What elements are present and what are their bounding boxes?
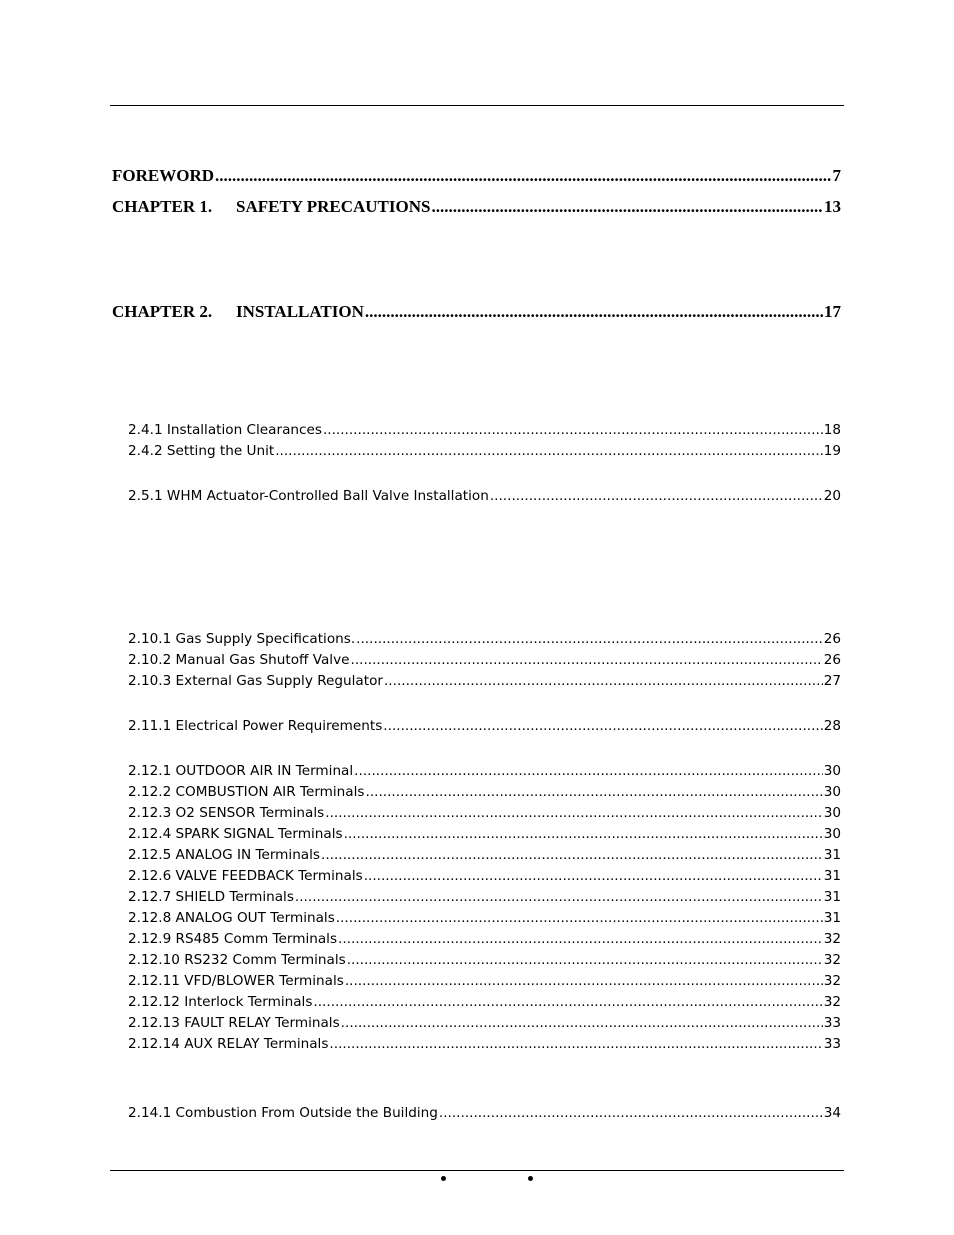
dot-leader (275, 441, 822, 461)
toc-page-number: 33 (823, 1036, 841, 1052)
toc-page-number: 31 (823, 910, 841, 926)
toc-entry-title: 2.12.9 RS485 Comm Terminals (128, 931, 338, 947)
toc-entry-2-12-11[interactable] (128, 971, 841, 991)
toc-page-number: 18 (823, 422, 841, 438)
toc-entry-2-12-4[interactable] (128, 824, 841, 844)
toc-entry-2-12-7[interactable] (128, 887, 841, 907)
toc-entry-2-12-1[interactable] (128, 761, 841, 781)
toc-entry-2-12-8[interactable] (128, 908, 841, 928)
dot-leader (351, 650, 823, 670)
toc-entry-2-12-9[interactable] (128, 929, 841, 949)
toc-entry-2-12-5[interactable] (128, 845, 841, 865)
footer-separator (0, 1176, 954, 1188)
toc-entry-title: 2.12.1 OUTDOOR AIR IN Terminal (128, 763, 354, 779)
toc-page-number: 32 (823, 973, 841, 989)
dot-leader (356, 629, 823, 649)
dot-leader (215, 165, 832, 187)
toc-entry-title: 2.12.5 ANALOG IN Terminals (128, 847, 320, 863)
dot-leader (431, 196, 823, 218)
dot-leader (364, 866, 823, 886)
toc-entry-2-14-1[interactable] (128, 1103, 841, 1123)
toc-entry-foreword[interactable] (112, 165, 841, 187)
bullet-icon (528, 1176, 533, 1181)
toc-entry-2-12-10[interactable] (128, 950, 841, 970)
toc-page-number: 17 (824, 302, 841, 321)
dot-leader (313, 992, 822, 1012)
dot-leader (354, 761, 823, 781)
toc-entry-title: 2.12.6 VALVE FEEDBACK Terminals (128, 868, 363, 884)
toc-entry-2-12-6[interactable] (128, 866, 841, 886)
toc-page-number: 34 (823, 1105, 841, 1121)
toc-entry-title: 2.12.12 Interlock Terminals (128, 994, 313, 1010)
toc-page-number: 30 (823, 763, 841, 779)
toc-entry-title: 2.12.7 SHIELD Terminals (128, 889, 294, 905)
toc-entry-title: 2.12.3 O2 SENSOR Terminals (128, 805, 325, 821)
toc-entry-chapter-2[interactable] (112, 301, 841, 323)
toc-page-number: 30 (823, 805, 841, 821)
toc-page-number: 19 (823, 443, 841, 459)
toc-entry-2-12-14[interactable] (128, 1034, 841, 1054)
dot-leader (347, 950, 823, 970)
toc-page-number: 33 (823, 1015, 841, 1031)
toc-entry-title: 2.12.2 COMBUSTION AIR Terminals (128, 784, 365, 800)
toc-page-number: 31 (823, 847, 841, 863)
toc-page-number: 26 (823, 652, 841, 668)
toc-entry-title: 2.12.11 VFD/BLOWER Terminals (128, 973, 344, 989)
dot-leader (295, 887, 823, 907)
toc-entry-2-12-2[interactable] (128, 782, 841, 802)
toc-page-number: 30 (823, 826, 841, 842)
toc-page-number: 28 (823, 718, 841, 734)
toc-entry-title: INSTALLATION (236, 302, 364, 321)
toc-page-number: 30 (823, 784, 841, 800)
dot-leader (323, 420, 823, 440)
toc-entry-2-10-1[interactable] (128, 629, 841, 649)
toc-entry-2-5-1[interactable] (128, 486, 841, 506)
dot-leader (345, 971, 823, 991)
dot-leader (341, 1013, 823, 1033)
header-rule (110, 105, 844, 106)
toc-page-number: 31 (823, 868, 841, 884)
toc-entry-title: 2.12.13 FAULT RELAY Terminals (128, 1015, 340, 1031)
dot-leader (325, 803, 822, 823)
toc-page-number: 13 (824, 197, 841, 216)
toc-entry-title: 2.11.1 Electrical Power Requirements (128, 718, 383, 734)
toc-entry-2-10-3[interactable] (128, 671, 841, 691)
toc-page-number: 32 (823, 952, 841, 968)
toc-page-number: 26 (823, 631, 841, 647)
toc-page-number: 27 (823, 673, 841, 689)
bullet-icon (441, 1176, 446, 1181)
toc-entry-2-12-12[interactable] (128, 992, 841, 1012)
toc-entry-2-11-1[interactable] (128, 716, 841, 736)
toc-page-number: 32 (823, 931, 841, 947)
toc-entry-title: 2.4.2 Setting the Unit (128, 443, 275, 459)
toc-entry-title: 2.10.3 External Gas Supply Regulator (128, 673, 383, 689)
toc-entry-title: 2.5.1 WHM Actuator-Controlled Ball Valve Installation (128, 488, 489, 504)
dot-leader (329, 1034, 822, 1054)
dot-leader (336, 908, 823, 928)
dot-leader (439, 1103, 823, 1123)
dot-leader (366, 782, 823, 802)
chapter-number: CHAPTER 2. (112, 302, 213, 321)
toc-entry-2-10-2[interactable] (128, 650, 841, 670)
toc-page-number: 20 (823, 488, 841, 504)
toc-entry-title: 2.4.1 Installation Clearances (128, 422, 322, 438)
dot-leader (344, 824, 823, 844)
chapter-number: CHAPTER 1. (112, 197, 213, 216)
dot-leader (338, 929, 823, 949)
toc-entry-title: 2.12.10 RS232 Comm Terminals (128, 952, 346, 968)
toc-entry-title: 2.12.14 AUX RELAY Terminals (128, 1036, 329, 1052)
toc-entry-chapter-1[interactable] (112, 196, 841, 218)
toc-page-number: 7 (832, 166, 841, 185)
toc-entry-title: 2.12.4 SPARK SIGNAL Terminals (128, 826, 343, 842)
dot-leader (365, 301, 823, 323)
dot-leader (321, 845, 823, 865)
dot-leader (384, 671, 823, 691)
toc-entry-title: 2.10.1 Gas Supply Specifications. (128, 631, 356, 647)
toc-entry-title: SAFETY PRECAUTIONS (236, 197, 431, 216)
dot-leader (383, 716, 822, 736)
toc-entry-title: FOREWORD (112, 166, 214, 185)
toc-page-number: 32 (823, 994, 841, 1010)
dot-leader (490, 486, 823, 506)
toc-entry-2-12-13[interactable] (128, 1013, 841, 1033)
toc-entry-2-4-2[interactable] (128, 441, 841, 461)
footer-rule (110, 1170, 844, 1171)
toc-entry-2-4-1[interactable] (128, 420, 841, 440)
toc-entry-title: 2.12.8 ANALOG OUT Terminals (128, 910, 335, 926)
toc-entry-title: 2.10.2 Manual Gas Shutoff Valve (128, 652, 350, 668)
toc-page-number: 31 (823, 889, 841, 905)
toc-entry-2-12-3[interactable] (128, 803, 841, 823)
toc-entry-title: 2.14.1 Combustion From Outside the Building (128, 1105, 438, 1121)
